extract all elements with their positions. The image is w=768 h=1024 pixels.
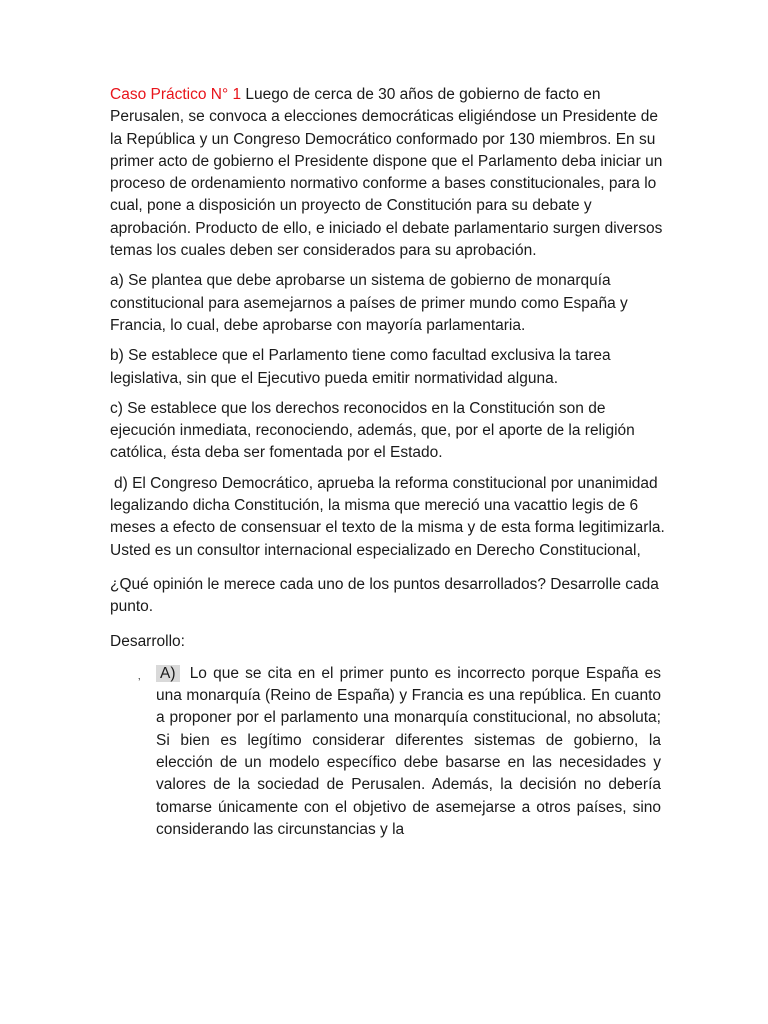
bullet-icon: ‚ [138,669,141,682]
point-b-paragraph: b) Se establece que el Parlamento tiene como facultad exclusiva la tarea legislativa, sin que el Ejecutivo pueda emitir normatividad alguna. [110,347,611,387]
point-d-paragraph: d) El Congreso Democrático, aprueba la reforma constitucional por unanimidad legalizando dicha Constitución, la misma que mereció una vacattio legis de 6 meses a efecto de consensuar el texto de la misma y de esta forma legitimizarla. Usted es un consultor internacional especializado en Derecho Constitucional, [110,474,665,559]
point-a-paragraph: a) Se plantea que debe aprobarse un sistema de gobierno de monarquía constitucional para asemejarnos a países de primer mundo como España y Francia, lo cual, debe aprobarse con mayoría parlamentaria. [110,272,628,334]
document-body [110,84,665,841]
case-intro-text: Luego de cerca de 30 años de gobierno de facto en Perusalen, se convoca a elecciones democráticas eligiéndose un Presidente de la República y un Congreso Democrático conformado por 130 miembros. En su primer acto de gobierno el Presidente dispone que el Parlamento deba iniciar un proceso de ordenamiento normativo conforme a bases constitucionales, para lo cual, pone a disposición un proyecto de Constitución para su debate y aprobación. Producto de ello, e iniciado el debate parlamentario surgen diversos temas los cuales deben ser considerados para su aprobación. [110,86,663,260]
answer-a-label: A) [156,665,180,682]
development-heading: Desarrollo: [110,632,185,650]
case-paragraph [110,84,665,262]
case-title: Caso Práctico N° 1 [110,86,242,103]
answer-a-text: Lo que se cita en el primer punto es incorrecto porque España es una monarquía (Reino de España) y Francia es una república. En cuanto a proponer por el parlamento una monarquía constitucional, no absoluta; Si bien es legítimo considerar diferentes sistemas de gobierno, la elección de un modelo específico debe basarse en las necesidades y valores de la sociedad de Perusalen. Además, la decisión no debería tomarse únicamente con el objetivo de asemejarse a otros países, sino considerando las circunstancias y la [156,664,661,838]
answer-a-item [138,663,661,841]
point-c-paragraph: c) Se establece que los derechos reconocidos en la Constitución son de ejecución inmediata, reconociendo, además, que, por el aporte de la religión católica, ésta deba ser fomentada por el Estado. [110,399,635,462]
question-paragraph: ¿Qué opinión le merece cada uno de los puntos desarrollados? Desarrolle cada punto. [110,575,659,616]
